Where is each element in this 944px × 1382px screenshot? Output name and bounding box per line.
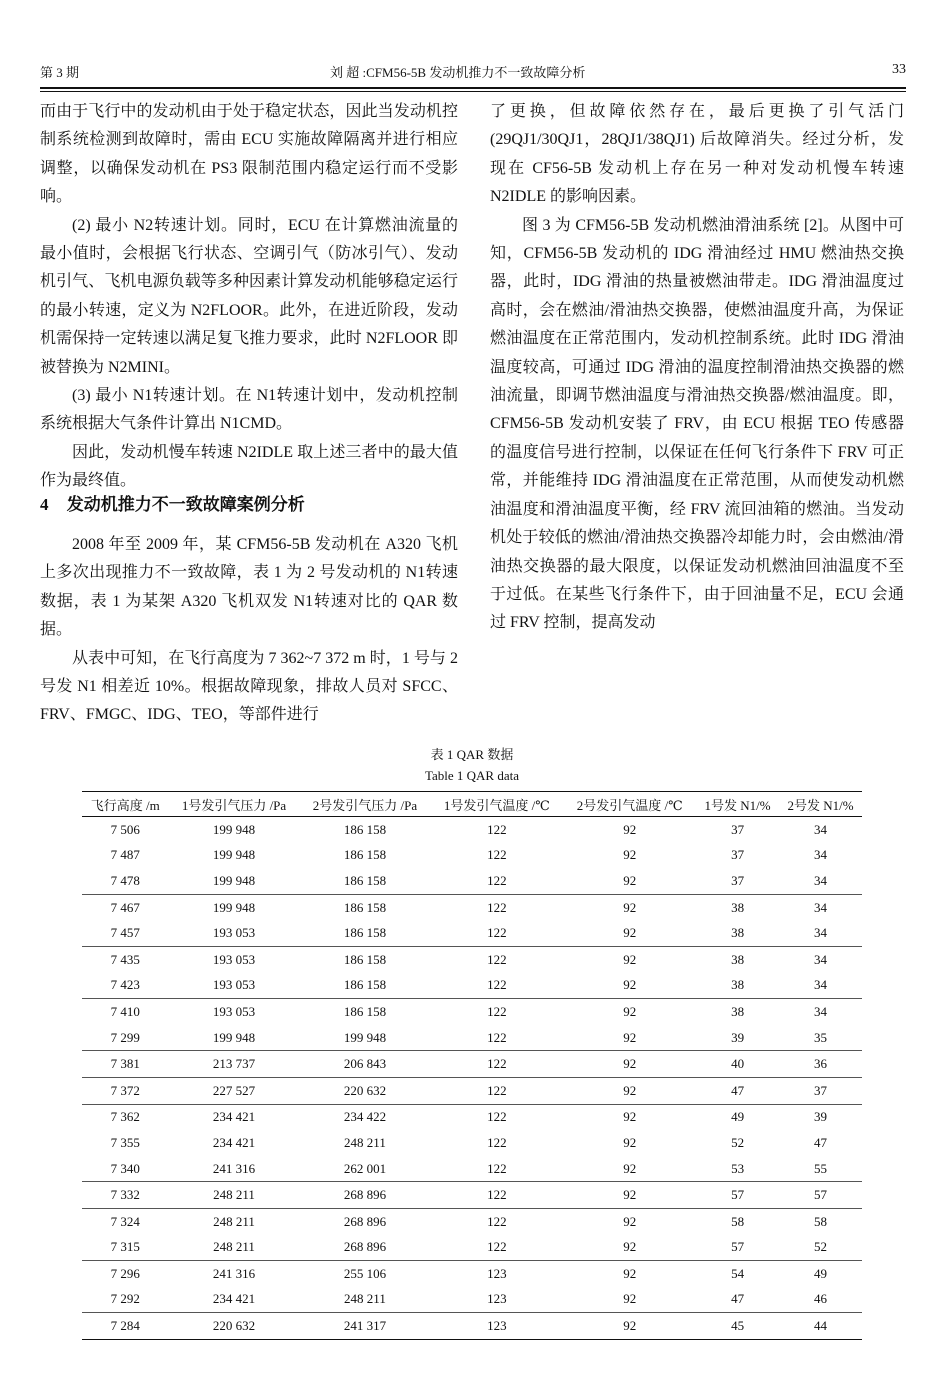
table-header-cell: 1号发 N1/%: [696, 792, 779, 817]
table-cell: 92: [623, 1109, 637, 1125]
table-cell: 186 158: [299, 920, 430, 946]
table-row: [82, 1077, 862, 1104]
right-column: [490, 98, 904, 638]
body-paragraph: 2008 年至 2009 年，某 CFM56-5B 发动机在 A320 飞机上多次出现推力不一致故障，表 1 为 2 号发动机的 N1转速数据，表 1 为某架 A320 飞机双发 N1转速对比的 QAR 数据。: [40, 536, 458, 639]
table-row: [82, 1130, 862, 1156]
table-cell: 248 211: [213, 1213, 255, 1229]
table-row: [82, 1156, 862, 1182]
table-cell: 248 211: [299, 1287, 430, 1313]
body-paragraph: 因此，发动机慢车转速 N2IDLE 取上述三者中的最大值作为最终值。: [40, 443, 458, 490]
table-cell: 7 292: [82, 1287, 169, 1313]
table-cell: 123: [487, 1265, 507, 1281]
table-cell: 7 381: [82, 1051, 169, 1078]
table-cell: 122: [487, 951, 507, 967]
table-cell: 7 284: [82, 1313, 169, 1340]
qar-data-table: [82, 791, 862, 1340]
table-cell: 262 001: [299, 1156, 430, 1182]
table-row: [82, 1208, 862, 1234]
table-cell: 47: [696, 1077, 779, 1104]
table-cell: 7 487: [110, 847, 140, 863]
left-column-lower: [40, 531, 458, 730]
table-cell: 206 843: [299, 1051, 430, 1078]
running-header: [40, 62, 906, 86]
table-cell: 92: [623, 1134, 637, 1150]
table-header-row: [82, 792, 862, 817]
body-paragraph: 了更换，但故障依然存在，最后更换了引气活门 (29QJ1/30QJ1，28QJ1/38QJ1) 后故障消失。经过分析，发现在 CF56-5B 发动机上存在另一种对发动机慢车转速 N2IDLE 的影响因素。: [490, 103, 904, 206]
table-cell: 36: [779, 1051, 862, 1078]
table-cell: 57: [696, 1235, 779, 1261]
table-header-cell: 飞行高度 /m: [82, 792, 169, 817]
table-cell: 255 106: [343, 1265, 387, 1281]
table-cell: 122: [487, 899, 507, 915]
table-cell: 7 299: [82, 1025, 169, 1051]
table-cell: 46: [779, 1287, 862, 1313]
table-cell: 38: [696, 920, 779, 946]
table-caption-zh: 表 1 QAR 数据: [430, 747, 514, 762]
table-cell: 122: [487, 1213, 507, 1229]
table-cell: 92: [563, 1051, 696, 1078]
table-cell: 234 421: [212, 1134, 256, 1150]
table-cell: 37: [779, 1077, 862, 1104]
table-cell: 186 158: [343, 899, 387, 915]
table-cell: 234 421: [169, 1287, 300, 1313]
table-cell: 92: [623, 847, 637, 863]
table-header-cell: 2号发引气压力 /Pa: [299, 792, 430, 817]
table-cell: 35: [779, 1025, 862, 1051]
table-cell: 47: [696, 1287, 779, 1313]
table-cell: 268 896: [299, 1235, 430, 1261]
table-cell: 58: [814, 1213, 828, 1229]
table-cell: 92: [563, 1182, 696, 1209]
table-row: [82, 1287, 862, 1313]
table-cell: 241 317: [299, 1313, 430, 1340]
table-cell: 34: [814, 847, 828, 863]
table-row: [82, 894, 862, 920]
table-cell: 37: [731, 847, 745, 863]
table-cell: 213 737: [169, 1051, 300, 1078]
table-cell: 193 053: [212, 1003, 256, 1019]
table-cell: 227 527: [169, 1077, 300, 1104]
table-cell: 34: [814, 821, 828, 837]
table-cell: 7 340: [82, 1156, 169, 1182]
table-cell: 49: [731, 1109, 745, 1125]
table-cell: 38: [731, 1003, 745, 1019]
table-cell: 7 410: [110, 1003, 140, 1019]
table-cell: 122: [430, 973, 563, 999]
page-number: 33: [892, 62, 906, 77]
table-cell: 92: [563, 1287, 696, 1313]
table-cell: 92: [563, 1156, 696, 1182]
table-cell: 248 211: [344, 1134, 386, 1150]
table-cell: 193 053: [169, 973, 300, 999]
left-column-upper: [40, 98, 458, 496]
table-cell: 234 422: [343, 1109, 387, 1125]
table-cell: 92: [623, 1265, 637, 1281]
table-cell: 122: [430, 1182, 563, 1209]
body-paragraph: 从表中可知，在飞行高度为 7 362~7 372 m 时，1 号与 2 号发 N1 相差近 10%。根据故障现象，排故人员对 SFCC、FRV、FMGC、IDG、TEO，等部件进行: [40, 649, 458, 724]
table-cell: 122: [430, 1156, 563, 1182]
table-cell: 122: [487, 821, 507, 837]
body-paragraph: (3) 最小 N1转速计划。在 N1转速计划中，发动机控制系统根据大气条件计算出 N1CMD。: [40, 387, 458, 433]
table-cell: 40: [696, 1051, 779, 1078]
table-cell: 186 158: [343, 847, 387, 863]
running-title: 刘 超 :CFM56-5B 发动机推力不一致故障分析: [330, 65, 586, 80]
table-row: [82, 868, 862, 894]
header-rule-thin: [40, 91, 906, 92]
table-cell: 34: [814, 1003, 828, 1019]
table-cell: 38: [731, 951, 745, 967]
table-cell: 39: [814, 1109, 828, 1125]
table-cell: 92: [563, 1025, 696, 1051]
table-cell: 7 423: [82, 973, 169, 999]
table-cell: 7 355: [110, 1134, 140, 1150]
table-cell: 34: [814, 951, 828, 967]
table-header-cell: 1号发引气压力 /Pa: [169, 792, 300, 817]
table-cell: 45: [696, 1313, 779, 1340]
table-cell: 57: [779, 1182, 862, 1209]
table-header-cell: 2号发 N1/%: [779, 792, 862, 817]
table-cell: 234 421: [212, 1109, 256, 1125]
table-cell: 241 316: [169, 1156, 300, 1182]
table-cell: 92: [623, 899, 637, 915]
table-cell: 186 158: [343, 951, 387, 967]
table-cell: 7 457: [82, 920, 169, 946]
table-cell: 122: [430, 1077, 563, 1104]
table-cell: 122: [487, 1003, 507, 1019]
table-cell: 186 158: [299, 973, 430, 999]
table-cell: 122: [487, 1109, 507, 1125]
table-cell: 47: [814, 1134, 828, 1150]
table-cell: 7 478: [82, 868, 169, 894]
table-cell: 241 316: [212, 1265, 256, 1281]
table-cell: 7 324: [110, 1213, 140, 1229]
table-row: [82, 973, 862, 999]
table-row: [82, 1051, 862, 1078]
table-cell: 122: [487, 847, 507, 863]
table-cell: 199 948: [212, 847, 256, 863]
table-row: [82, 1025, 862, 1051]
table-cell: 34: [779, 868, 862, 894]
table-cell: 123: [430, 1313, 563, 1340]
table-cell: 53: [696, 1156, 779, 1182]
table-row: [82, 1235, 862, 1261]
table-cell: 44: [779, 1313, 862, 1340]
table-row: [82, 920, 862, 946]
table-cell: 92: [623, 1003, 637, 1019]
table-cell: 37: [696, 868, 779, 894]
table-cell: 7 506: [110, 821, 140, 837]
table-cell: 92: [623, 951, 637, 967]
table-cell: 193 053: [169, 920, 300, 946]
table-cell: 123: [430, 1287, 563, 1313]
section-heading: [40, 490, 305, 515]
issue-label: 第 3 期: [40, 65, 80, 80]
table-cell: 248 211: [169, 1235, 300, 1261]
table-cell: 199 948: [169, 1025, 300, 1051]
table-cell: 7 362: [110, 1109, 140, 1125]
table-cell: 34: [779, 973, 862, 999]
table-cell: 199 948: [299, 1025, 430, 1051]
table-cell: 92: [563, 868, 696, 894]
table-cell: 38: [696, 973, 779, 999]
table-cell: 122: [430, 1025, 563, 1051]
table-cell: 37: [731, 821, 745, 837]
table-cell: 34: [779, 920, 862, 946]
table-row: [82, 946, 862, 972]
body-paragraph: 图 3 为 CFM56-5B 发动机燃油滑油系统 [2]。从图中可知，CFM56-5B 发动机的 IDG 滑油经过 HMU 燃油热交换器，此时，IDG 滑油的热量被燃油带走。IDG 滑油温度过高时，会在燃油/滑油热交换器，使燃油温度升高，为保证燃油温度在正常范围内，发动机控制系统。此时 IDG 滑油温度较高，可通过 IDG 滑油的温度控制滑油热交换器的燃油流量，即调节燃油温度与滑油热交换器/燃油温度。即，CFM56-5B 发动机安装了 FRV，由 ECU 根据 TEO 传感器的温度信号进行控制，以保证在任何飞行条件下 FRV 可正常，并能维持 IDG 滑油温度在正常范围，从而使发动机燃油温度和滑油温度平衡，经 FRV 流回油箱的燃油。当发动机处于较低的燃油/滑油热交换器冷却能力时，会由燃油/滑油热交换器的最大限度，以保证发动机燃油回油温度不至于过低。在某些飞行条件下，由于回油量不足，ECU 会通过 FRV 控制，提高发动: [490, 216, 904, 632]
table-cell: 199 948: [212, 899, 256, 915]
table-cell: 38: [731, 899, 745, 915]
table-cell: 268 896: [343, 1213, 387, 1229]
table-cell: 58: [731, 1213, 745, 1229]
table-row: [82, 1182, 862, 1209]
table-cell: 186 158: [343, 821, 387, 837]
section-number: 4: [40, 495, 49, 514]
table-cell: 55: [779, 1156, 862, 1182]
table-row: [82, 999, 862, 1025]
table-cell: 122: [430, 1235, 563, 1261]
table-cell: 7 315: [82, 1235, 169, 1261]
table-cell: 7 435: [110, 951, 140, 967]
table-caption-en: Table 1 QAR data: [424, 768, 520, 783]
table-cell: 52: [731, 1134, 745, 1150]
body-paragraph: (2) 最小 N2转速计划。同时，ECU 在计算燃油流量的最小值时，会根据飞行状态、空调引气（防冰引气）、发动机引气、飞机电源负载等多种因素计算发动机能够稳定运行的最小转速，定义为 N2FLOOR。此外，在进近阶段，发动机需保持一定转速以满足复飞推力要求，此时 N2FLOOR 即被替换为 N2MINI。: [40, 216, 458, 376]
table-cell: 49: [814, 1265, 828, 1281]
table-cell: 92: [563, 1313, 696, 1340]
table-row: [82, 817, 862, 843]
table-cell: 193 053: [212, 951, 256, 967]
table-row: [82, 1261, 862, 1287]
body-paragraph: 而由于飞行中的发动机由于处于稳定状态，因此当发动机控制系统检测到故障时，需由 ECU 实施故障隔离并进行相应调整，以确保发动机在 PS3 限制范围内稳定运行而不受影响。: [40, 103, 458, 206]
table-cell: 7 372: [82, 1077, 169, 1104]
table-cell: 122: [430, 868, 563, 894]
table-cell: 186 158: [299, 868, 430, 894]
table-row: [82, 1104, 862, 1130]
table-cell: 199 948: [212, 821, 256, 837]
table-row: [82, 1313, 862, 1340]
table-cell: 39: [696, 1025, 779, 1051]
table-cell: 92: [623, 821, 637, 837]
table-cell: 57: [696, 1182, 779, 1209]
table-cell: 248 211: [169, 1182, 300, 1209]
table-cell: 186 158: [343, 1003, 387, 1019]
table-cell: 122: [487, 1134, 507, 1150]
table-cell: 122: [430, 920, 563, 946]
header-rule-thick: [40, 87, 906, 89]
table-cell: 7 296: [110, 1265, 140, 1281]
table-cell: 92: [563, 920, 696, 946]
table-cell: 268 896: [299, 1182, 430, 1209]
table-cell: 199 948: [169, 868, 300, 894]
table-cell: 220 632: [169, 1313, 300, 1340]
table-cell: 92: [563, 1235, 696, 1261]
table-cell: 122: [430, 1051, 563, 1078]
table-header-cell: 2号发引气温度 /℃: [563, 792, 696, 817]
table-cell: 92: [623, 1213, 637, 1229]
table-cell: 92: [563, 1077, 696, 1104]
table-cell: 52: [779, 1235, 862, 1261]
section-title: 发动机推力不一致故障案例分析: [66, 495, 305, 514]
table-row: [82, 843, 862, 869]
table-cell: 34: [814, 899, 828, 915]
table-cell: 7 467: [110, 899, 140, 915]
table-cell: 220 632: [299, 1077, 430, 1104]
table-cell: 92: [563, 973, 696, 999]
table-cell: 54: [731, 1265, 745, 1281]
table-header-cell: 1号发引气温度 /℃: [430, 792, 563, 817]
table-cell: 7 332: [82, 1182, 169, 1209]
